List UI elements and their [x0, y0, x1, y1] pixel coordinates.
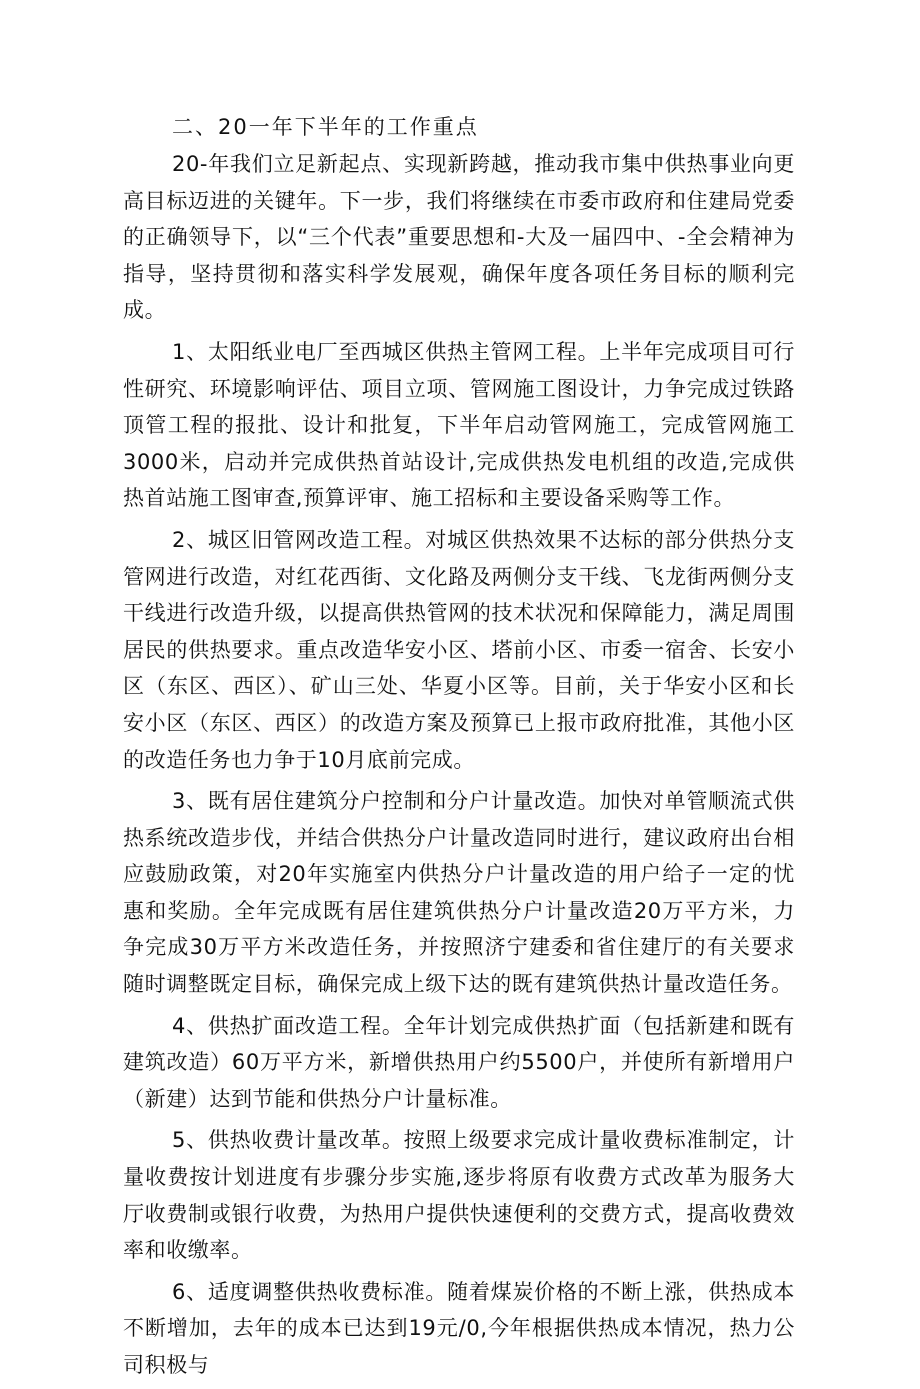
section-heading: 二、20一年下半年的工作重点: [172, 115, 479, 139]
paragraph-intro: 20-年我们立足新起点、实现新跨越，推动我市集中供热事业向更高目标迈进的关键年。下一步，我们将继续在市委市政府和住建局党委的正确领导下，以“三个代表”重要思想和-大及一届四中、-全会精神为指导，坚持贯彻和落实科学发展观，确保年度各项任务目标的顺利完成。: [123, 152, 795, 323]
paragraph-item-2: 2、城区旧管网改造工程。对城区供热效果不达标的部分供热分支管网进行改造，对红花西街、文化路及两侧分支干线、飞龙街两侧分支干线进行改造升级，以提高供热管网的技术状况和保障能力，满足周围居民的供热要求。重点改造华安小区、塔前小区、市委一宿舍、长安小区（东区、西区）、矿山三处、华夏小区等。目前，关于华安小区和长安小区（东区、西区）的改造方案及预算已上报市政府批准，其他小区的改造任务也力争于10月底前完成。: [123, 527, 795, 772]
paragraph-item-3: 3、既有居住建筑分户控制和分户计量改造。加快对单管顺流式供热系统改造步伐，并结合供热分户计量改造同时进行，建议政府出台相应鼓励政策，对20年实施室内供热分户计量改造的用户给子一定的忧惠和奖励。全年完成既有居住建筑供热分户计量改造20万平方米，力争完成30万平方米改造任务，并按照济宁建委和省住建厅的有关要求随时调整既定目标，确保完成上级下达的既有建筑供热计量改造任务。: [123, 789, 795, 997]
document-page: [123, 108, 795, 1389]
paragraph-item-6: 6、适度调整供热收费标准。随着煤炭价格的不断上涨，供热成本不断增加，去年的成本已达到19元/0,今年根据供热成本情况，热力公司积极与: [123, 1279, 795, 1377]
paragraph-item-1: 1、太阳纸业电厂至西城区供热主管网工程。上半年完成项目可行性研究、环境影响评估、项目立项、管网施工图设计，力争完成过铁路顶管工程的报批、设计和批复，下半年启动管网施工，完成管网施工3000米，启动并完成供热首站设计,完成供热发电机组的改造,完成供热首站施工图审查,预算评审、施工招标和主要设备采购等工作。: [123, 339, 795, 511]
paragraph-item-4: 4、供热扩面改造工程。全年计划完成供热扩面（包括新建和既有建筑改造）60万平方米，新增供热用户约5500户，并使所有新增用户（新建）达到节能和供热分户计量标准。: [123, 1013, 795, 1111]
paragraph-item-5: 5、供热收费计量改革。按照上级要求完成计量收费标准制定，计量收费按计划进度有步骤分步实施,逐步将原有收费方式改革为服务大厅收费制或银行收费，为热用户提供快速便利的交费方式，提高收费效率和收缴率。: [123, 1128, 795, 1263]
